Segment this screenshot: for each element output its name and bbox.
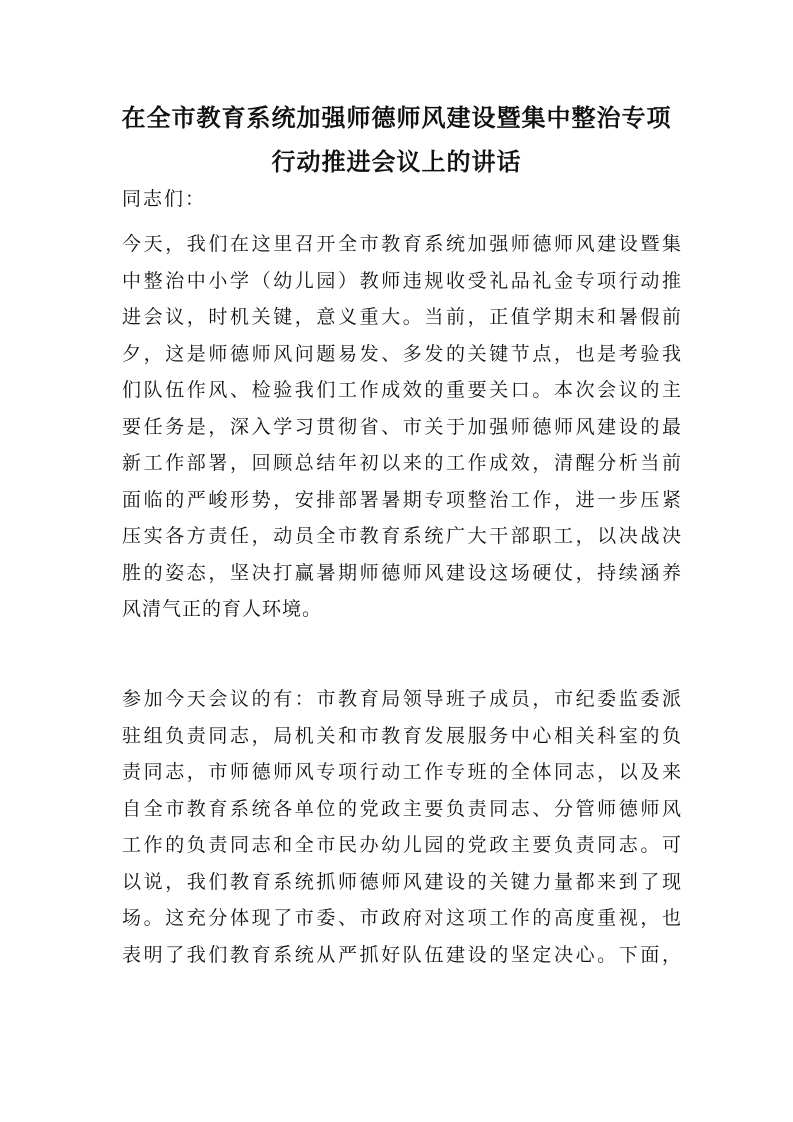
paragraph-line: 要任务是，深入学习贯彻省、市关于加强师德师风建设的最 bbox=[122, 415, 682, 438]
paragraph-line: 表明了我们教育系统从严抓好队伍建设的坚定决心。下面， bbox=[122, 943, 682, 966]
paragraph-line: 夕，这是师德师风问题易发、多发的关键节点，也是考验我 bbox=[122, 342, 682, 365]
paragraph-2 bbox=[122, 681, 682, 973]
paragraph-line: 今天，我们在这里召开全市教育系统加强师德师风建设暨集 bbox=[122, 233, 682, 255]
paragraph-line: 责同志，市师德师风专项行动工作专班的全体同志，以及来 bbox=[122, 761, 682, 783]
paragraph-line: 驻组负责同志，局机关和市教育发展服务中心相关科室的负 bbox=[122, 724, 682, 747]
paragraph-line: 新工作部署，回顾总结年初以来的工作成效，清醒分析当前 bbox=[122, 452, 682, 474]
paragraph-line: 风清气正的育人环境。 bbox=[122, 598, 323, 620]
paragraph-line: 参加今天会议的有：市教育局领导班子成员，市纪委监委派 bbox=[122, 688, 682, 710]
paragraph-line: 们队伍作风、检验我们工作成效的重要关口。本次会议的主 bbox=[122, 379, 682, 401]
paragraph-line: 进会议，时机关键，意义重大。当前，正值学期末和暑假前 bbox=[122, 306, 682, 328]
paragraph-line: 中整治中小学（幼儿园）教师违规收受礼品礼金专项行动推 bbox=[122, 269, 682, 292]
paragraph-line: 面临的严峻形势，安排部署暑期专项整治工作，进一步压紧 bbox=[122, 488, 682, 511]
paragraph-line: 工作的负责同志和全市民办幼儿园的党政主要负责同志。可 bbox=[122, 834, 682, 856]
paragraph-line: 以说，我们教育系统抓师德师风建设的关键力量都来到了现 bbox=[122, 870, 682, 893]
paragraph-line: 场。这充分体现了市委、市政府对这项工作的高度重视，也 bbox=[122, 907, 682, 929]
paragraph-line: 胜的姿态，坚决打赢暑期师德师风建设这场硬仗，持续涵养 bbox=[122, 561, 682, 584]
greeting: 同志们： bbox=[122, 188, 207, 210]
paragraph-1 bbox=[122, 226, 682, 628]
document-title-line-1: 在全市教育系统加强师德师风建设暨集中整治专项 bbox=[121, 104, 672, 132]
document-title-line-2: 行动推进会议上的讲话 bbox=[271, 148, 522, 176]
paragraph-line: 自全市教育系统各单位的党政主要负责同志、分管师德师风 bbox=[122, 797, 682, 820]
paragraph-line: 压实各方责任，动员全市教育系统广大干部职工，以决战决 bbox=[122, 525, 682, 547]
